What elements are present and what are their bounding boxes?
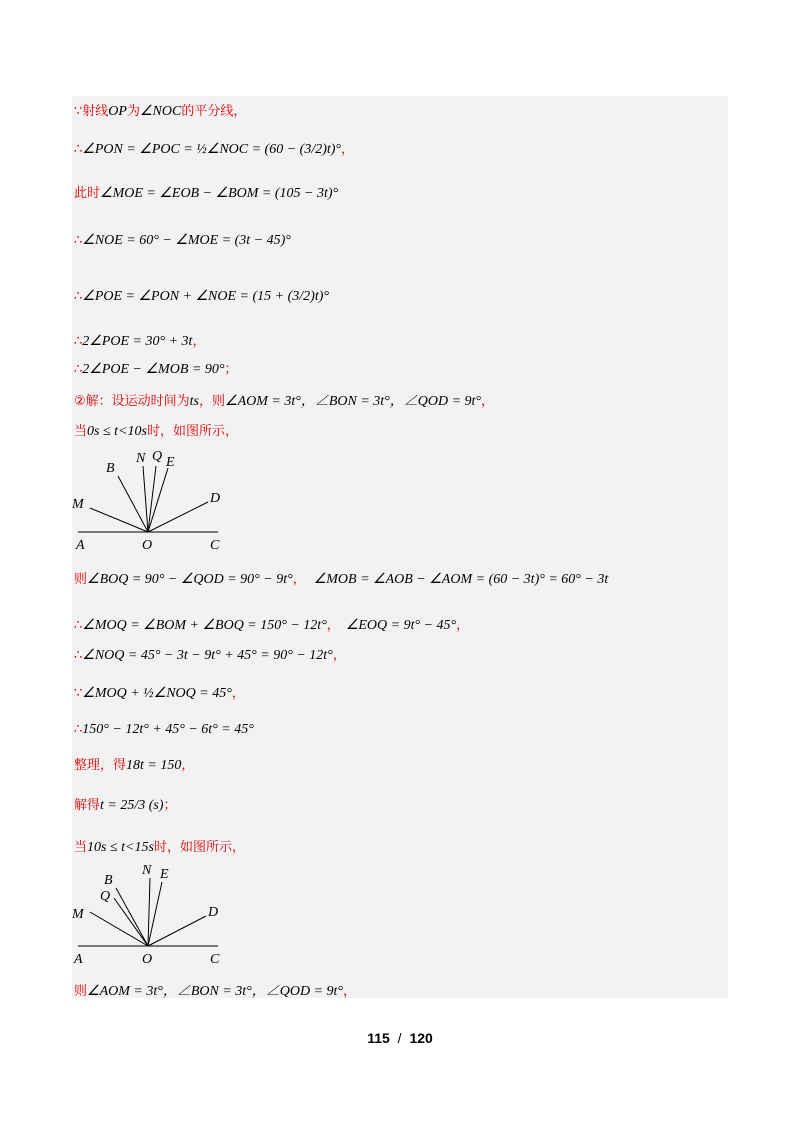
math-expr: ∠MOQ + ½∠NOQ = 45° <box>82 686 232 701</box>
line-prefix: ∴ <box>74 722 83 737</box>
math-expr: t = 25/3 (s) <box>100 798 164 813</box>
label-c: C <box>210 538 220 553</box>
line-prefix: ∵ <box>74 686 83 701</box>
label-n: N <box>142 863 152 878</box>
math-expr: ∠BOQ = 90° − ∠QOD = 90° − 9t° <box>87 572 293 587</box>
label-q: Q <box>152 449 163 464</box>
math-expr: 2∠POE = 30° + 3t <box>82 334 193 349</box>
label-e: E <box>166 455 175 470</box>
line-text: 时，如图所示， <box>153 840 245 855</box>
line-text: ， <box>481 394 495 409</box>
math-expr: ∠POE = ∠PON + ∠NOE = (15 + (3/2)t)° <box>82 289 329 304</box>
math-expr: ∠NOE = 60° − ∠MOE = (3t − 45)° <box>82 233 291 248</box>
ray-ob <box>118 476 148 532</box>
line-text: ， <box>231 686 245 701</box>
label-o: O <box>142 952 153 967</box>
text-line <box>74 420 238 440</box>
math-expr: ∠AOM = 3t°，∠BON = 3t°，∠QOD = 9t° <box>87 984 344 999</box>
math-expr: ∠MOQ = ∠BOM + ∠BOQ = 150° − 12t° <box>82 618 327 633</box>
text-line <box>74 232 291 249</box>
label-o: O <box>142 538 153 553</box>
line-text: ， <box>192 334 206 349</box>
line-text: ， <box>456 618 470 633</box>
math-expr: ∠MOB = ∠AOB − ∠AOM = (60 − 3t)° = 60° − 3t <box>313 572 609 587</box>
line-prefix: ∴ <box>74 233 83 248</box>
line-text: ， <box>332 648 346 663</box>
label-d: D <box>208 905 219 920</box>
line-text: ； <box>224 362 238 377</box>
label-m: M <box>72 497 84 512</box>
line-text: 时，如图所示， <box>146 424 238 439</box>
geometry-figure-1 <box>70 446 230 556</box>
label-a: A <box>76 538 85 553</box>
line-text: ， <box>341 142 355 157</box>
line-prefix: ②解：设运动时间为 <box>74 394 190 409</box>
line-prefix: 当 <box>74 840 88 855</box>
page-number <box>0 1030 800 1046</box>
label-m: M <box>72 907 84 922</box>
page-total: 120 <box>409 1030 433 1046</box>
label-c: C <box>210 952 220 967</box>
line-text: ， <box>181 758 195 773</box>
label-d: D <box>210 491 221 506</box>
ray-oe <box>148 468 168 532</box>
ray-om <box>90 912 148 946</box>
line-text: ； <box>163 798 177 813</box>
text-line <box>74 682 245 702</box>
label-n: N <box>136 451 146 466</box>
line-text: ， <box>326 618 340 633</box>
page-current: 115 <box>367 1030 390 1046</box>
label-e: E <box>160 867 169 882</box>
line-prefix: ∵射线 <box>74 104 109 119</box>
text-line <box>74 980 356 1000</box>
text-line <box>74 138 354 158</box>
line-text: 为 <box>126 104 140 119</box>
math-expr: ∠MOE = ∠EOB − ∠BOM = (105 − 3t)° <box>100 186 339 201</box>
text-line <box>74 330 205 350</box>
line-text: 的平分线， <box>181 104 247 119</box>
ray-ob <box>116 888 148 946</box>
ray-od <box>148 916 206 946</box>
ray-od <box>148 502 208 532</box>
line-prefix: 解得 <box>74 798 101 813</box>
text-line <box>74 794 177 814</box>
math-expr: 18t = 150 <box>126 758 182 773</box>
line-text: ， <box>292 572 306 587</box>
math-expr: ∠NOC <box>139 104 182 119</box>
line-prefix: ∴ <box>74 334 83 349</box>
page-separator: / <box>397 1030 402 1046</box>
text-line <box>74 358 237 378</box>
line-text: ，则 <box>199 394 226 409</box>
line-prefix: ∴ <box>74 618 83 633</box>
line-prefix: 则 <box>74 572 88 587</box>
text-line <box>74 614 469 634</box>
geometry-figure-2 <box>70 860 230 970</box>
text-line <box>74 722 254 738</box>
line-prefix: ∴ <box>74 648 83 663</box>
line-prefix: 则 <box>74 984 88 999</box>
math-expr: 2∠POE − ∠MOB = 90° <box>82 362 225 377</box>
line-prefix: ∴ <box>74 289 83 304</box>
math-expr: ∠EOQ = 9t° − 45° <box>345 618 457 633</box>
ray-om <box>90 508 148 532</box>
math-expr: 0s ≤ t<10s <box>87 424 147 439</box>
ray-oq <box>148 466 156 532</box>
math-expr: ∠AOM = 3t°，∠BON = 3t°，∠QOD = 9t° <box>225 394 482 409</box>
text-line <box>74 182 338 202</box>
text-line <box>74 288 329 305</box>
text-line <box>74 100 246 120</box>
text-line <box>74 644 346 664</box>
text-line <box>74 568 608 588</box>
line-text: ， <box>343 984 357 999</box>
math-expr: 150° − 12t° + 45° − 6t° = 45° <box>82 722 254 737</box>
line-prefix: ∴ <box>74 362 83 377</box>
line-prefix: 当 <box>74 424 88 439</box>
ray-on <box>148 878 150 946</box>
text-line <box>74 390 494 410</box>
label-q: Q <box>100 889 111 904</box>
math-expr: OP <box>108 104 127 119</box>
line-prefix: ∴ <box>74 142 83 157</box>
ray-oq <box>114 898 148 946</box>
math-expr: ∠NOQ = 45° − 3t − 9t° + 45° = 90° − 12t° <box>82 648 333 663</box>
text-line <box>74 754 194 774</box>
math-expr: 10s ≤ t<15s <box>87 840 154 855</box>
label-b: B <box>104 873 113 888</box>
math-expr: ∠PON = ∠POC = ½∠NOC = (60 − (3/2)t)° <box>82 142 342 157</box>
ray-on <box>143 466 148 532</box>
line-prefix: 此时 <box>74 186 101 201</box>
label-a: A <box>74 952 83 967</box>
math-expr: ts <box>189 394 199 409</box>
label-b: B <box>106 461 115 476</box>
line-prefix: 整理，得 <box>74 758 127 773</box>
text-line <box>74 836 245 856</box>
